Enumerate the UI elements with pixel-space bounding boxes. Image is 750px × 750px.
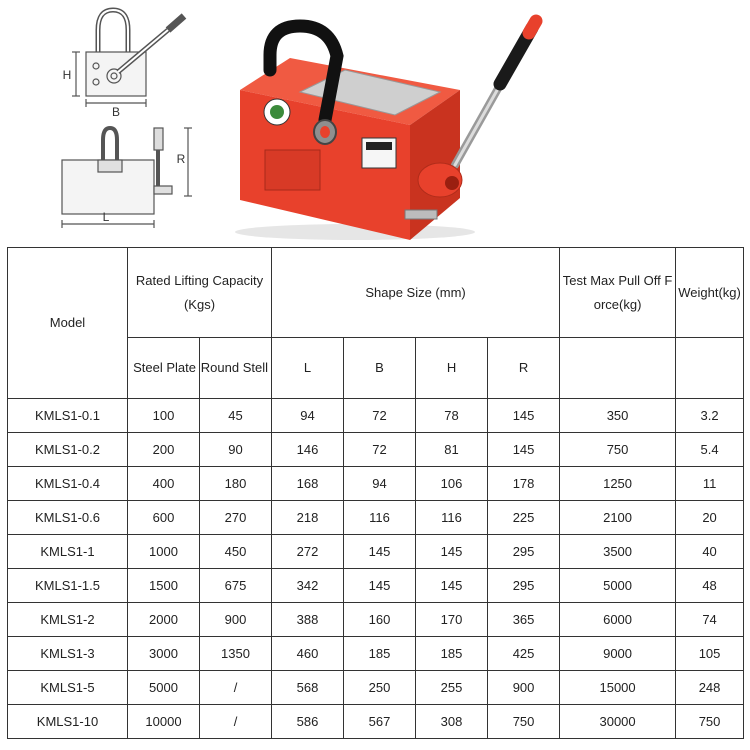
cell-L: 388	[272, 603, 344, 637]
cell-L: 94	[272, 399, 344, 433]
header-test-force: Test Max Pull Off Force(kg)	[560, 248, 676, 338]
cell-H: 78	[416, 399, 488, 433]
cell-round-steel: 675	[200, 569, 272, 603]
cell-steel-plate: 1500	[128, 569, 200, 603]
cell-H: 170	[416, 603, 488, 637]
table-row	[8, 569, 744, 603]
cell-steel-plate: 200	[128, 433, 200, 467]
front-view-width-label: B	[111, 105, 121, 119]
cell-L: 342	[272, 569, 344, 603]
cell-B: 145	[344, 535, 416, 569]
cell-R: 295	[488, 569, 560, 603]
cell-round-steel: 45	[200, 399, 272, 433]
cell-weight: 105	[676, 637, 744, 671]
header-weight: Weight(kg)	[676, 248, 744, 338]
cell-test-force: 15000	[560, 671, 676, 705]
cell-B: 250	[344, 671, 416, 705]
cell-round-steel: 180	[200, 467, 272, 501]
cell-model: KMLS1-10	[8, 705, 128, 739]
cell-H: 145	[416, 569, 488, 603]
cell-weight: 20	[676, 501, 744, 535]
cell-B: 567	[344, 705, 416, 739]
cell-weight: 750	[676, 705, 744, 739]
cell-R: 225	[488, 501, 560, 535]
specification-table	[7, 247, 744, 739]
header-capacity: Rated Lifting Capacity (Kgs)	[128, 248, 272, 338]
subheader-L: L	[272, 338, 344, 399]
table-row	[8, 399, 744, 433]
table-row	[8, 637, 744, 671]
cell-round-steel: 90	[200, 433, 272, 467]
cell-H: 308	[416, 705, 488, 739]
cell-steel-plate: 400	[128, 467, 200, 501]
cell-weight: 74	[676, 603, 744, 637]
figure-svg	[0, 0, 750, 248]
subheader-R: R	[488, 338, 560, 399]
cell-model: KMLS1-2	[8, 603, 128, 637]
cell-steel-plate: 2000	[128, 603, 200, 637]
cell-test-force: 9000	[560, 637, 676, 671]
cell-weight: 48	[676, 569, 744, 603]
cell-R: 750	[488, 705, 560, 739]
cell-test-force: 2100	[560, 501, 676, 535]
cell-model: KMLS1-5	[8, 671, 128, 705]
cell-L: 568	[272, 671, 344, 705]
subheader-round-steel: Round Stell	[200, 338, 272, 399]
cell-H: 145	[416, 535, 488, 569]
subheader-B: B	[344, 338, 416, 399]
cell-steel-plate: 3000	[128, 637, 200, 671]
cell-B: 160	[344, 603, 416, 637]
cell-steel-plate: 100	[128, 399, 200, 433]
table-row	[8, 501, 744, 535]
table-body	[8, 399, 744, 739]
cell-B: 185	[344, 637, 416, 671]
cell-R: 178	[488, 467, 560, 501]
cell-B: 72	[344, 433, 416, 467]
cell-B: 72	[344, 399, 416, 433]
cell-round-steel: /	[200, 671, 272, 705]
side-view-radius-label: R	[176, 152, 186, 166]
cell-weight: 11	[676, 467, 744, 501]
cell-L: 168	[272, 467, 344, 501]
cell-H: 116	[416, 501, 488, 535]
cell-R: 425	[488, 637, 560, 671]
cell-model: KMLS1-0.2	[8, 433, 128, 467]
table-row	[8, 535, 744, 569]
cell-test-force: 5000	[560, 569, 676, 603]
cell-R: 145	[488, 433, 560, 467]
cell-B: 94	[344, 467, 416, 501]
cell-weight: 248	[676, 671, 744, 705]
subheader-weight-empty	[676, 338, 744, 399]
table-row	[8, 433, 744, 467]
cell-model: KMLS1-0.6	[8, 501, 128, 535]
cell-test-force: 350	[560, 399, 676, 433]
cell-steel-plate: 1000	[128, 535, 200, 569]
cell-R: 295	[488, 535, 560, 569]
cell-test-force: 30000	[560, 705, 676, 739]
cell-steel-plate: 5000	[128, 671, 200, 705]
cell-R: 900	[488, 671, 560, 705]
header-shape-size: Shape Size (mm)	[272, 248, 560, 338]
cell-steel-plate: 10000	[128, 705, 200, 739]
cell-B: 145	[344, 569, 416, 603]
table-row	[8, 705, 744, 739]
cell-model: KMLS1-1	[8, 535, 128, 569]
cell-test-force: 3500	[560, 535, 676, 569]
cell-L: 460	[272, 637, 344, 671]
cell-L: 218	[272, 501, 344, 535]
subheader-H: H	[416, 338, 488, 399]
cell-H: 106	[416, 467, 488, 501]
cell-round-steel: 450	[200, 535, 272, 569]
cell-model: KMLS1-0.4	[8, 467, 128, 501]
table-header-row	[8, 248, 744, 338]
cell-model: KMLS1-1.5	[8, 569, 128, 603]
side-view-length-label: L	[102, 210, 110, 224]
cell-model: KMLS1-3	[8, 637, 128, 671]
header-model: Model	[8, 248, 128, 399]
cell-H: 185	[416, 637, 488, 671]
table-row	[8, 603, 744, 637]
cell-test-force: 1250	[560, 467, 676, 501]
cell-model: KMLS1-0.1	[8, 399, 128, 433]
table-row	[8, 467, 744, 501]
cell-test-force: 6000	[560, 603, 676, 637]
cell-L: 272	[272, 535, 344, 569]
side-view-drawing	[62, 128, 192, 228]
front-view-drawing	[72, 10, 184, 107]
subheader-steel-plate: Steel Plate	[128, 338, 200, 399]
product-figure	[0, 0, 750, 248]
cell-steel-plate: 600	[128, 501, 200, 535]
cell-B: 116	[344, 501, 416, 535]
front-view-height-label: H	[62, 68, 72, 82]
cell-round-steel: 900	[200, 603, 272, 637]
cell-R: 145	[488, 399, 560, 433]
cell-test-force: 750	[560, 433, 676, 467]
cell-round-steel: /	[200, 705, 272, 739]
table-row	[8, 671, 744, 705]
cell-L: 586	[272, 705, 344, 739]
cell-weight: 40	[676, 535, 744, 569]
lifting-magnet-photo	[235, 21, 536, 240]
cell-H: 81	[416, 433, 488, 467]
cell-R: 365	[488, 603, 560, 637]
cell-weight: 5.4	[676, 433, 744, 467]
subheader-test-empty	[560, 338, 676, 399]
cell-round-steel: 1350	[200, 637, 272, 671]
cell-weight: 3.2	[676, 399, 744, 433]
cell-H: 255	[416, 671, 488, 705]
cell-round-steel: 270	[200, 501, 272, 535]
cell-L: 146	[272, 433, 344, 467]
